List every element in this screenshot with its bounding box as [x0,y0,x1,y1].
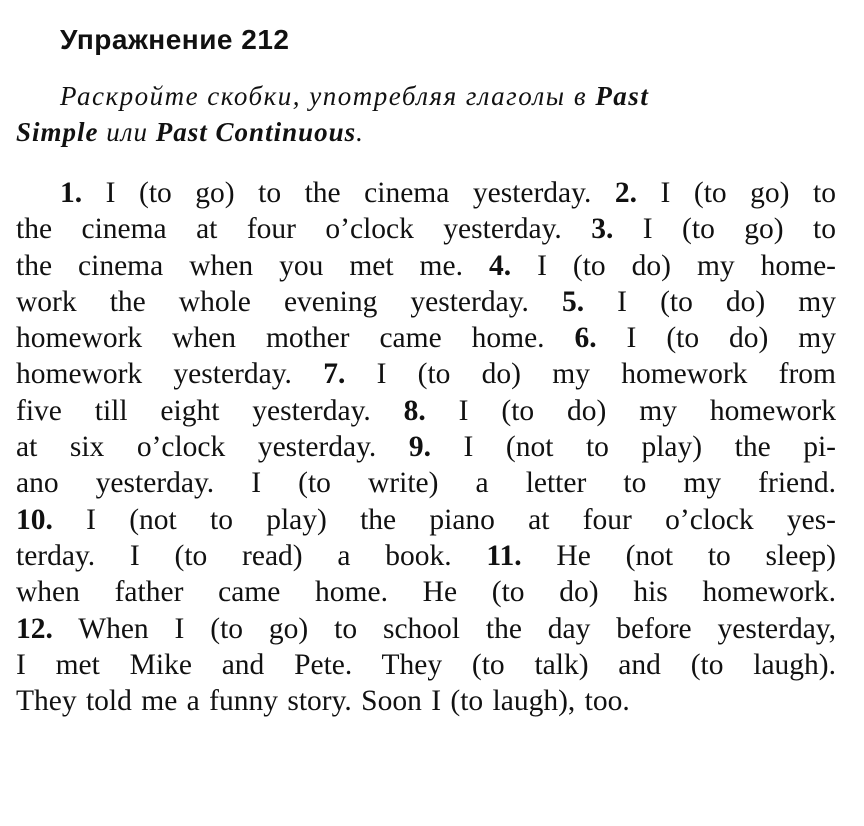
sentence-text: I (not to play) the piano at four o’clock yes- [52,503,836,536]
sentence-number: 6. [574,322,597,355]
exercise-instruction [16,78,836,150]
exercise-heading: Упражнение 212 [60,24,290,55]
sentence-text: the cinema at four o’clock yesterday. [16,213,592,246]
sentence-text: at six o’clock yesterday. [16,431,409,464]
text-line [16,248,836,284]
sentence-text: I met Mike and Pete. They (to talk) and (to laugh). [16,648,836,681]
sentence-text: homework yesterday. [16,358,324,391]
sentence-number: 9. [408,431,431,464]
sentence-number: 11. [486,539,522,572]
sentence-text: homework when mother came home. [16,322,575,355]
exercise-body [16,175,836,719]
instruction-text: . [356,117,364,147]
sentence-number: 12. [16,612,53,645]
sentence-text: I (to do) my homework [425,394,837,427]
sentence-number: 8. [403,394,426,427]
instruction-text: или [98,117,156,147]
sentence-text: terday. I (to read) a book. [16,539,487,572]
text-line [16,429,836,465]
sentence-number: 10. [16,503,53,536]
instruction-line-2 [16,114,836,150]
sentence-text: I (to do) my homework from [345,358,836,391]
text-line [16,538,836,574]
text-line [16,611,836,647]
text-line [16,356,836,392]
text-line [16,211,836,247]
sentence-number: 5. [561,285,585,318]
text-line [16,502,836,538]
text-line [16,284,836,320]
instruction-bold-term: Simple [16,117,99,147]
sentence-number: 3. [591,213,614,246]
sentence-text: ano yesterday. I (to write) a letter to my friend. [16,467,836,500]
sentence-number: 1. [60,177,83,209]
sentence-text: when father came home. He (to do) his homework. [16,576,836,609]
text-line [16,465,836,501]
instruction-text: Раскройте скобки, употребляя глаголы в [60,81,596,111]
instruction-line-1 [16,78,836,114]
sentence-text: When I (to go) to school the day before yesterday, [52,612,836,645]
sentence-text: I (to go) to [613,213,836,246]
sentence-text: I (to go) to [637,177,836,209]
text-line [16,683,836,719]
instruction-bold-term: Past [595,81,650,111]
sentence-text: I (to do) my [596,322,836,355]
text-line [16,320,836,356]
sentence-text: work the whole evening yesterday. [16,285,562,318]
sentence-text: He (not to sleep) [521,539,836,572]
sentence-text: the cinema when you met me. [16,249,489,282]
sentence-number: 4. [488,249,512,282]
text-line [16,647,836,683]
sentence-text: They told me a funny story. Soon I (to laugh), too. [16,685,630,718]
sentence-text: I (to go) to the cinema yesterday. [82,177,615,209]
instruction-bold-term: Past Continuous [155,117,357,147]
text-line [16,175,836,211]
sentence-text: I (to do) my home- [511,249,836,282]
sentence-text: I (not to play) the pi- [430,431,836,464]
sentence-number: 7. [323,358,346,391]
text-line [16,574,836,610]
sentence-text: five till eight yesterday. [16,394,404,427]
sentence-number: 2. [614,177,638,209]
text-line [16,393,836,429]
sentence-text: I (to do) my [584,285,836,318]
